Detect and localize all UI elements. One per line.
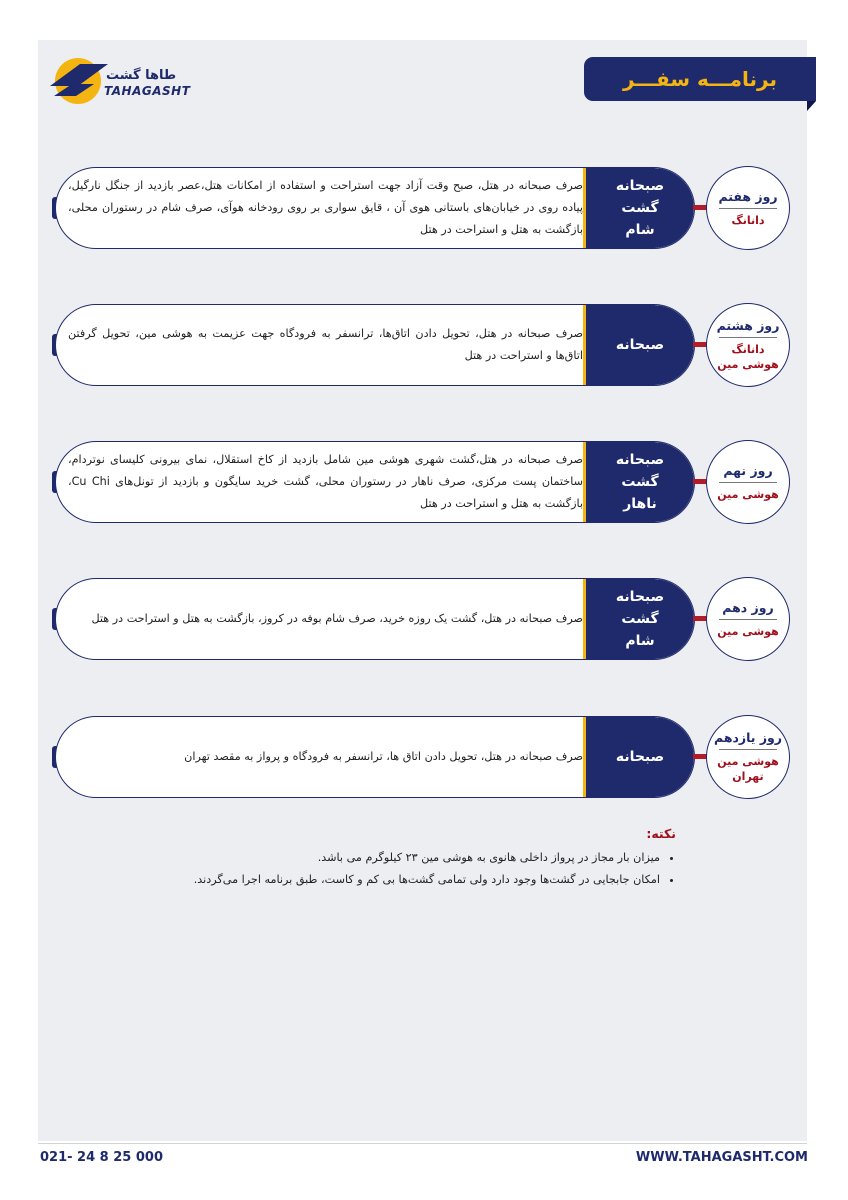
title-tab [584, 57, 816, 101]
day-badge [706, 166, 790, 250]
meal-label: شام [625, 633, 655, 649]
meal-box [583, 579, 694, 659]
day-city: هوشی مین [717, 358, 779, 371]
connector [693, 479, 707, 484]
day-description: صرف صبحانه در هتل، گشت یک روزه خرید، صرف شام بوفه در کروز، بازگشت به هتل و استراحت در هتل [91, 612, 583, 625]
day-row [0, 301, 848, 389]
meal-label: ناهار [623, 496, 657, 512]
day-description-pill [55, 716, 695, 798]
note-item: • میزان بار مجاز در پرواز داخلی هانوی به هوشی مین ۲۳ کیلوگرم می باشد. [116, 847, 660, 869]
note-section [116, 826, 676, 891]
day-row [0, 575, 848, 663]
day-name: روز دهم [722, 599, 774, 615]
day-city: هوشی مین [717, 624, 779, 638]
footer-divider [38, 1143, 807, 1144]
meal-box [583, 717, 694, 797]
meal-box [583, 442, 694, 522]
note-item: • امکان جابجایی در گشت‌ها وجود دارد ولی تمامی گشت‌ها بی کم و کاست، طبق برنامه اجرا می‌گردند. [116, 869, 660, 891]
day-description: صرف صبحانه در هتل، صبح وقت آزاد جهت استراحت و استفاده از امکانات هتل،عصر بازدید از جنگل نارگیل، پیاده روی در خیابان‌های باستانی هوی آن ، قایق سواری بر روی رودخانه هوآی، صرف شام در رستوران محلی، بازگشت به هتل و استراحت در هتل [68, 179, 583, 236]
connector [693, 342, 707, 347]
page-title: برنامـــه سفـــر [623, 67, 777, 91]
day-row [0, 438, 848, 526]
connector [693, 616, 707, 621]
day-name: روز هفتم [718, 188, 778, 204]
day-name: روز یازدهم [714, 730, 782, 745]
footer-phone: 021- 24 8 25 000 [40, 1150, 163, 1165]
day-description-pill [55, 578, 695, 660]
meal-label: صبحانه [615, 749, 665, 765]
day-row [0, 713, 848, 801]
day-name: روز نهم [723, 462, 773, 478]
day-badge [706, 577, 790, 661]
day-city: دانانگ [731, 343, 765, 356]
connector [693, 754, 707, 759]
day-badge [706, 715, 790, 799]
day-description-pill [55, 304, 695, 386]
day-separator [719, 482, 777, 483]
day-name: روز هشتم [716, 318, 780, 333]
meal-box [583, 305, 694, 385]
meal-label: صبحانه [615, 178, 665, 194]
day-badge [706, 440, 790, 524]
day-separator [719, 749, 777, 750]
day-description: صرف صبحانه در هتل، تحویل دادن اتاق‌ها، ترانسفر به فرودگاه جهت عزیمت به هوشی مین، تحویل گرفتن اتاق‌ها و استراحت در هتل [68, 327, 583, 362]
note-list [116, 847, 676, 891]
footer-website[interactable]: WWW.TAHAGASHT.COM [635, 1150, 808, 1165]
meal-label: صبحانه [615, 589, 665, 605]
day-description: صرف صبحانه در هتل،گشت شهری هوشی مین شامل بازدید از کاخ استقلال، نمای بیرونی کلیسای نوتردام، ساختمان پست مرکزی، صرف ناهار در رستوران محلی، گشت خرید سایگون و بازدید از تونل‌های Cu Chi، بازگشت به هتل و استراحت در هتل [68, 453, 584, 510]
day-city: دانانگ [731, 213, 765, 227]
day-description-pill [55, 167, 695, 249]
day-description-pill [55, 441, 695, 523]
day-separator [719, 337, 777, 338]
meal-label: گشت [621, 200, 659, 216]
meal-label: شام [625, 222, 655, 238]
day-city: هوشی مین [717, 487, 779, 501]
meal-label: صبحانه [615, 337, 665, 353]
day-row [0, 164, 848, 252]
day-separator [719, 619, 777, 620]
logo-text-en: TAHAGASHT [104, 84, 191, 98]
connector [693, 205, 707, 210]
logo-text-fa: طاها گشت [106, 68, 177, 83]
day-description: صرف صبحانه در هتل، تحویل دادن اتاق ها، ترانسفر به فرودگاه و پرواز به مقصد تهران [184, 750, 583, 763]
day-separator [719, 208, 777, 209]
day-badge [706, 303, 790, 387]
meal-label: صبحانه [615, 452, 665, 468]
day-city: تهران [732, 770, 764, 783]
day-city: هوشی مین [717, 755, 779, 768]
note-title: نکته: [646, 826, 676, 841]
meal-label: گشت [621, 474, 659, 490]
meal-label: گشت [621, 611, 659, 627]
meal-box [583, 168, 694, 248]
